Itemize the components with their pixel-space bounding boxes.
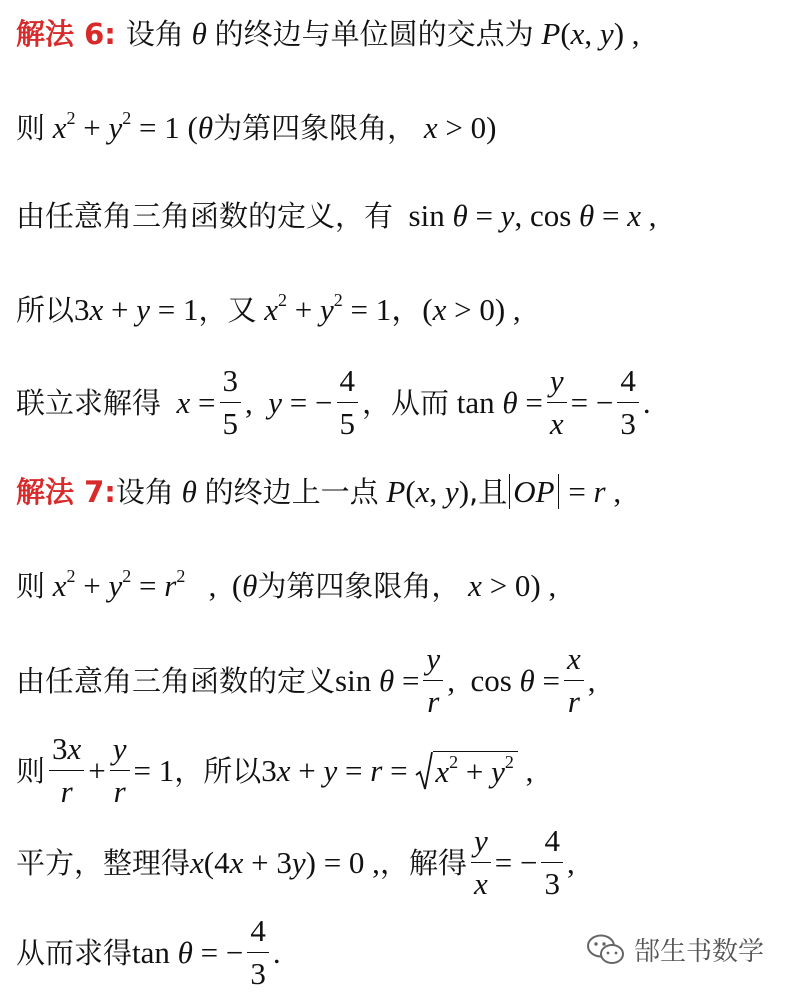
method7-line1: 解法 7: 设角 θ 的终边上一点 P(x, y) ,且 OP = r ,	[16, 474, 622, 509]
method6-line1: 解法 6: 设角 θ 的终边与单位圆的交点为 P(x, y) ,	[16, 16, 640, 51]
method6-label: 解法 6:	[16, 17, 116, 51]
wechat-icon	[586, 933, 626, 967]
method7-line6: 从而求得 tan θ = − $\frac{4}{3}$ .	[16, 913, 281, 991]
method6-line4: 所以 3x + y = 1 ，又 $x^2 + y^2 = 1$，(x > 0) ,	[16, 290, 521, 327]
method7-label: 解法 7:	[16, 475, 116, 509]
method6-line2: 则 $x^2 + y^2 = 1$ (θ 为第四象限角， x > 0)	[16, 108, 497, 145]
method6-line3: 由任意角三角函数的定义，有 sin θ = y, cos θ = x ,	[16, 198, 657, 233]
method6-line5: 联立求解得 x = $\frac{3}{5}$ , y = − $\frac{4}{5}$ ，从而 tan θ = $\frac{y}{x}$ = − $\frac{4}{3}$ .	[16, 363, 651, 441]
watermark-text: 郜生书数学	[633, 937, 764, 967]
method7-line4: 则 $\frac{3x}{r}$ + $\frac{y}{r}$ = 1 ，所以 3x + y = r = $x^2 + y^2$ ,	[16, 731, 534, 809]
method7-line3: 由任意角三角函数的定义 sin θ = $\frac{y}{r}$ , cos θ = $\frac{x}{r}$ ,	[16, 641, 596, 719]
method7-line5: 平方，整理得 x(4x + 3y) = 0 , ，解得 $\frac{y}{x}$ = − $\frac{4}{3}$ ,	[16, 823, 575, 901]
sqrt-symbol: $x^2 + y^2$	[415, 749, 518, 793]
watermark	[586, 931, 764, 968]
method7-line2: 则 $x^2 + y^2 = r^2$ , (θ 为第四象限角， x > 0) ,	[16, 566, 557, 603]
